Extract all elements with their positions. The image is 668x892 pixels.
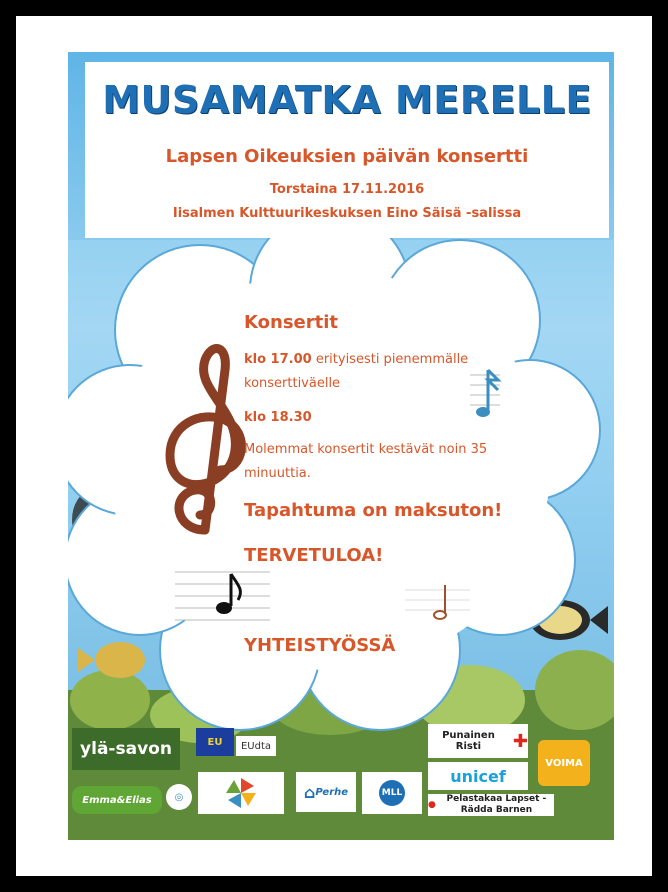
concert-1-time: klo 17.00 (244, 352, 312, 367)
punainen-risti-logo (428, 724, 528, 758)
concert-1-desc: erityisesti pienemmälle (311, 352, 469, 367)
free-event-text: Tapahtuma on maksuton! (244, 500, 503, 521)
mll-logo (362, 772, 422, 814)
ylasavon-logo: ylä-savon (72, 728, 180, 770)
round-emblem-logo: ◎ (166, 784, 192, 810)
eu-flag-logo: EU (196, 728, 234, 756)
house-icon: ⌂ (303, 782, 316, 802)
punainen-risti-label: Punainen Risti (442, 730, 495, 752)
pinwheel-icon (224, 776, 258, 810)
poster-title: MUSAMATKA MERELLE (102, 78, 592, 122)
eudta-logo: EUdta (236, 736, 276, 756)
collaboration-heading: YHTEISTYÖSSÄ (244, 635, 396, 656)
welcome-text: TERVETULOA! (244, 545, 384, 566)
voima-logo: VOIMA (538, 740, 590, 786)
perhe-logo (296, 772, 356, 812)
mll-badge: MLL (379, 780, 405, 806)
duration-line1: Molemmat konsertit kestävät noin 35 (244, 442, 488, 457)
duration-line2: minuuttia. (244, 466, 311, 481)
event-venue: Iisalmen Kulttuurikeskuksen Eino Säisä -salissa (172, 206, 522, 221)
concerts-heading: Konsertit (244, 312, 338, 333)
perhe-label: Perhe (315, 786, 349, 798)
pelastakaa-lapset-logo (428, 794, 554, 816)
pinwheel-logo (198, 772, 284, 814)
event-date: Torstaina 17.11.2016 (269, 182, 425, 197)
child-figure-icon: ● (428, 799, 436, 810)
concert-2-time: klo 18.30 (244, 410, 312, 425)
concert-1-desc-line2: konserttiväelle (244, 376, 341, 391)
pelastakaa-label: Pelastakaa Lapset - Rädda Barnen (446, 794, 547, 815)
emma-elias-logo: Emma&Elias (72, 786, 162, 814)
unicef-logo: unicef (428, 762, 528, 790)
concert-1-line (244, 350, 468, 370)
poster-subtitle: Lapsen Oikeuksien päivän konsertti (165, 146, 529, 167)
red-cross-icon: ✚ (512, 730, 528, 752)
